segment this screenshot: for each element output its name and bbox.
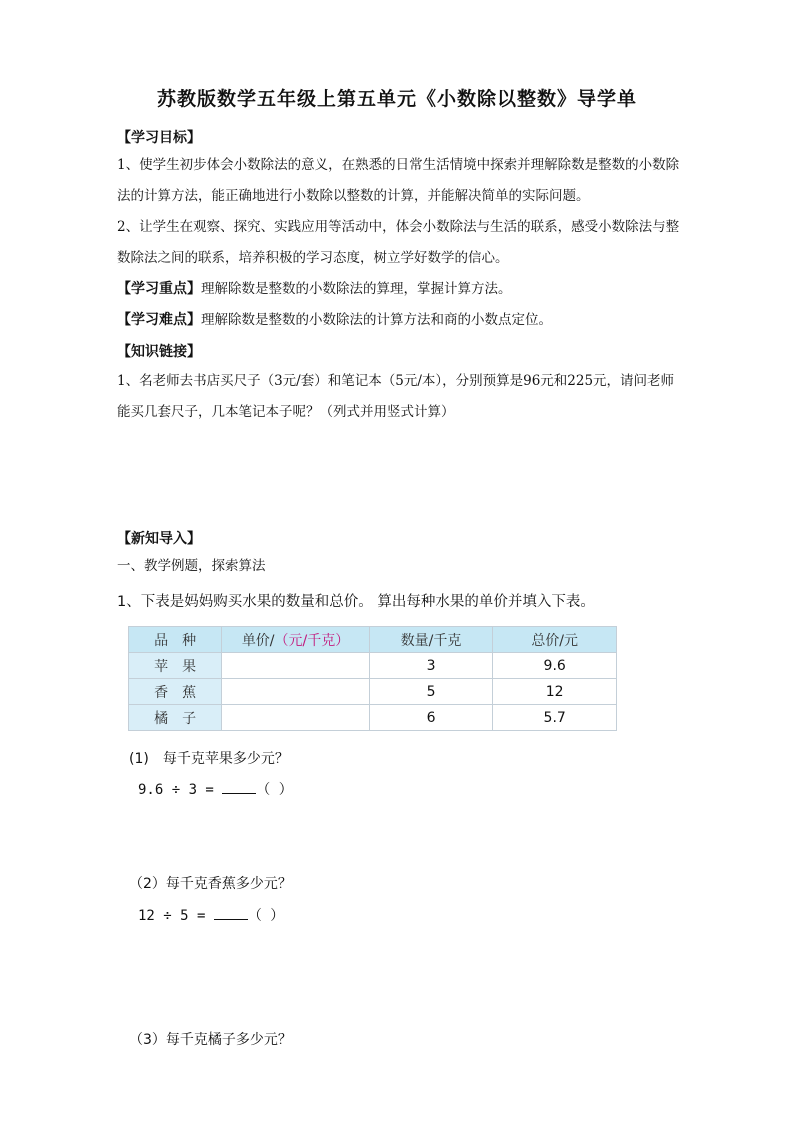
- new-knowledge-heading: 【新知导入】: [117, 531, 201, 547]
- key-point-label: 【学习重点】: [117, 281, 201, 297]
- link-line-1: 1、名老师去书店买尺子（3元/套）和笔记本（5元/本），分别预算是96元和225元，请问老师: [117, 373, 675, 389]
- unit-price-cell[interactable]: [222, 653, 369, 679]
- difficulty-label: 【学习难点】: [117, 312, 201, 328]
- fruit-name: 橘子: [129, 705, 222, 731]
- quantity-cell: 5: [369, 679, 493, 705]
- table-row: [129, 679, 617, 705]
- total-cell: 9.6: [493, 653, 617, 679]
- unit-parentheses: （ ）: [256, 782, 293, 798]
- total-cell: 12: [493, 679, 617, 705]
- objectives-heading: 【学习目标】: [117, 130, 201, 146]
- unit-price-cell[interactable]: [222, 679, 369, 705]
- question-2-equation: 12 ÷ 5 =: [138, 908, 206, 924]
- header-unit-price-unit: （元/千克）: [274, 632, 350, 649]
- table-row: [129, 705, 617, 731]
- question-1-equation: 9.6 ÷ 3 =: [138, 782, 214, 798]
- document-title: 苏教版数学五年级上第五单元《小数除以整数》导学单: [156, 88, 637, 110]
- table-row: [129, 653, 617, 679]
- quantity-cell: 3: [369, 653, 493, 679]
- question-2-label: （2）每千克香蕉多少元？: [129, 876, 292, 892]
- question-1-label: (1) 每千克苹果多少元？: [129, 751, 289, 767]
- objective-1-line-1: 1、使学生初步体会小数除法的意义，在熟悉的日常生活情境中探索并理解除数是整数的小数除: [117, 157, 680, 173]
- question-3-label: （3）每千克橘子多少元？: [129, 1032, 292, 1048]
- question-1-prompt: 1、下表是妈妈购买水果的数量和总价。 算出每种水果的单价并填入下表。: [117, 594, 595, 610]
- header-unit-price: [222, 627, 369, 653]
- fruit-name: 香蕉: [129, 679, 222, 705]
- question-2-expression: [138, 905, 284, 925]
- table-header-row: [129, 627, 617, 653]
- key-point-text: 理解除数是整数的小数除法的算理，掌握计算方法。: [201, 281, 512, 297]
- header-unit-price-label: 单价/: [241, 632, 275, 649]
- header-variety: 品 种: [129, 627, 222, 653]
- answer-blank[interactable]: [214, 907, 248, 920]
- fruit-name: 苹果: [129, 653, 222, 679]
- quantity-cell: 6: [369, 705, 493, 731]
- question-1-expression: [138, 779, 293, 799]
- objective-2-line-2: 数除法之间的联系，培养积极的学习态度，树立学好数学的信心。: [117, 250, 509, 266]
- header-total: 总价/元: [493, 627, 617, 653]
- link-line-2: 能买几套尺子，几本笔记本子呢？（列式并用竖式计算）: [117, 404, 455, 420]
- fruit-table: [128, 626, 617, 731]
- objective-2-line-1: 2、让学生在观察、探究、实践应用等活动中，体会小数除法与生活的联系，感受小数除法与整: [117, 219, 680, 235]
- section-one-title: 一、教学例题，探索算法: [117, 558, 266, 574]
- answer-blank[interactable]: [222, 781, 256, 794]
- total-cell: 5.7: [493, 705, 617, 731]
- header-quantity: 数量/千克: [369, 627, 493, 653]
- link-heading: 【知识链接】: [117, 344, 201, 360]
- unit-price-cell[interactable]: [222, 705, 369, 731]
- key-point: [117, 274, 512, 305]
- unit-parentheses: （ ）: [247, 908, 285, 924]
- difficulty-text: 理解除数是整数的小数除法的计算方法和商的小数点定位。: [201, 312, 552, 328]
- objective-1-line-2: 法的计算方法，能正确地进行小数除以整数的计算，并能解决简单的实际问题。: [117, 188, 590, 204]
- difficulty: [117, 305, 552, 336]
